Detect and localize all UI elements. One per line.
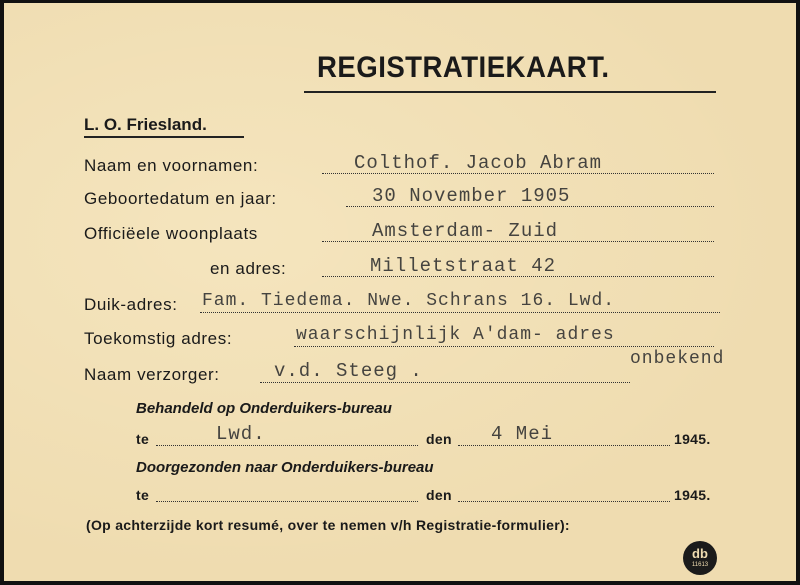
residence-label: Officiëele woonplaats xyxy=(84,224,258,243)
card-title: REGISTRATIEKAART. xyxy=(317,51,610,84)
birthdate-value: 30 November 1905 xyxy=(372,185,571,207)
name-label: Naam en voornamen: xyxy=(84,156,259,175)
processed-den-label: den xyxy=(426,431,452,447)
processed-den-line xyxy=(458,445,670,446)
address-label: en adres: xyxy=(210,259,287,278)
forwarded-heading: Doorgezonden naar Onderduikers-bureau xyxy=(136,459,434,476)
title-underline xyxy=(304,91,716,93)
processed-year: 1945. xyxy=(674,431,711,447)
organisation-underline xyxy=(84,136,244,138)
processed-te-line xyxy=(156,445,418,446)
forwarded-den-label: den xyxy=(426,487,452,503)
forwarded-year: 1945. xyxy=(674,487,711,503)
hiding-address-label: Duik-adres: xyxy=(84,295,178,314)
organisation-name: L. O. Friesland. xyxy=(84,115,207,134)
future-address-label: Toekomstig adres: xyxy=(84,329,233,348)
future-address-value: waarschijnlijk A'dam- adres xyxy=(296,325,615,345)
caretaker-line xyxy=(260,382,630,383)
caretaker-value: v.d. Steeg . xyxy=(274,360,423,382)
archive-stamp xyxy=(683,541,717,575)
future-address-line xyxy=(294,346,714,347)
stamp-mark: db xyxy=(692,546,708,561)
footer-note: (Op achterzijde kort resumé, over te nemen v/h Registratie-formulier): xyxy=(86,517,570,533)
processed-te-value: Lwd. xyxy=(216,423,266,445)
processed-den-value: 4 Mei xyxy=(491,423,554,445)
address-value: Milletstraat 42 xyxy=(370,255,557,277)
birthdate-label: Geboortedatum en jaar: xyxy=(84,189,277,208)
hiding-address-line xyxy=(200,312,720,313)
stamp-number: 11613 xyxy=(691,562,709,568)
future-address-value-2: onbekend xyxy=(630,349,725,369)
residence-value: Amsterdam- Zuid xyxy=(372,220,559,242)
forwarded-te-line xyxy=(156,501,418,502)
forwarded-te-label: te xyxy=(136,487,150,503)
hiding-address-value: Fam. Tiedema. Nwe. Schrans 16. Lwd. xyxy=(202,291,616,311)
name-value: Colthof. Jacob Abram xyxy=(354,152,603,174)
processed-heading: Behandeld op Onderduikers-bureau xyxy=(136,400,392,417)
forwarded-den-line xyxy=(458,501,670,502)
processed-te-label: te xyxy=(136,431,150,447)
registration-card xyxy=(4,3,796,581)
caretaker-label: Naam verzorger: xyxy=(84,365,220,384)
